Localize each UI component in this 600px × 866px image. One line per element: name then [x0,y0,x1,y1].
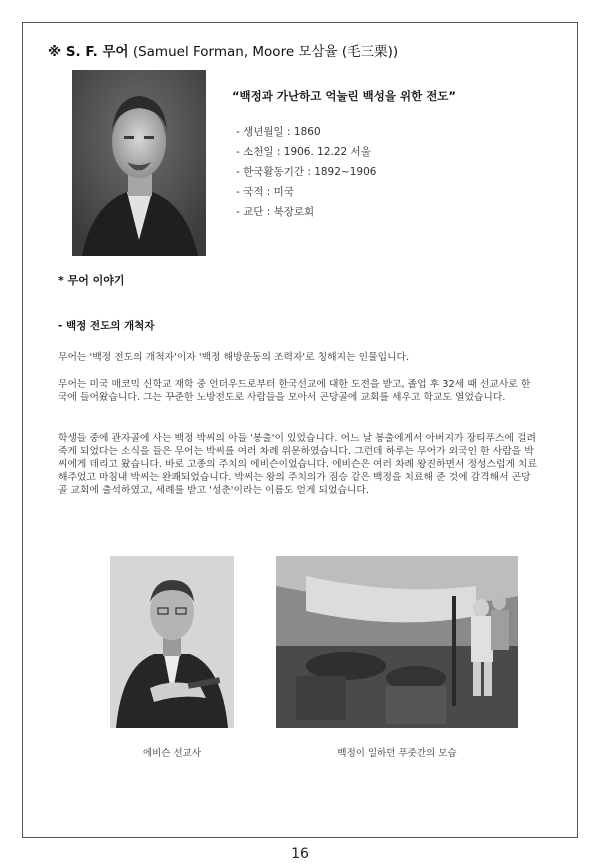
story-title: * 무어 이야기 [58,274,125,287]
facts-list [236,122,376,222]
sub-title: - 백정 전도의 개척자 [58,320,155,332]
paragraph-1: 무어는 '백정 전도의 개척자'이자 '백정 해방운동의 조력자'로 칭해지는 인물입니다. [58,352,410,363]
fact-birth: - 생년월일 : 1860 [236,126,321,138]
tagline: “백정과 가난하고 억눌린 백성을 위한 전도” [232,89,456,103]
moore-portrait-photo [72,70,206,256]
caption-avison: 에비슨 선교사 [142,748,202,759]
fact-denomination: - 교단 : 북장로회 [236,206,315,218]
fact-death: - 소천일 : 1906. 12.22 서울 [236,146,371,158]
page-number: 16 [291,846,309,862]
butcher-shop-photo [276,556,518,728]
caption-butcher-shop: 백정이 일하던 푸줏간의 모습 [337,748,457,759]
fact-korea-period: - 한국활동기간 : 1892~1906 [236,166,377,178]
paragraph-2: 무어는 미국 매코믹 신학교 재학 중 언더우드로부터 한국선교에 대한 도전을 받고, 졸업 후 32세 때 선교사로 한국에 들어왔습니다. 그는 꾸준한 노방전도로 사람들을 모아서 곤당골에 교회를 세우고 학교도 열었습니다. [58,379,531,403]
paragraph-3: 학생들 중에 관자골에 사는 백정 박씨의 아들 '봉출'이 있었습니다. 어느 날 봉출에게서 아버지가 장티푸스에 걸려 죽게 되었다는 소식을 들은 무어는 박씨를 여러 차례 위문하였습니다. 그런데 하루는 무어가 외국인 한 사람을 박씨에게 데리고 왔습니다. 바로 고종의 주치의 에비슨이었습니다. 에비슨은 여러 차례 왕진하면서 정성스럽게 치료해주었고 마침내 박씨는 완쾌되었습니다. 박씨는 왕의 주치의가 짐승 같은 백정을 치료해 준 것에 감격해서 곤당골 교회에 출석하였고, 세례를 받고 '성춘'이라는 이름도 얻게 되었습니다. [58,433,537,496]
section-heading [48,40,398,60]
heading-fullname: (Samuel Forman, Moore 모삼율 (毛三栗)) [128,44,399,60]
heading-name: ※ S. F. 무어 [48,44,129,60]
avison-photo [110,556,234,728]
fact-nationality: - 국적 : 미국 [236,186,294,198]
